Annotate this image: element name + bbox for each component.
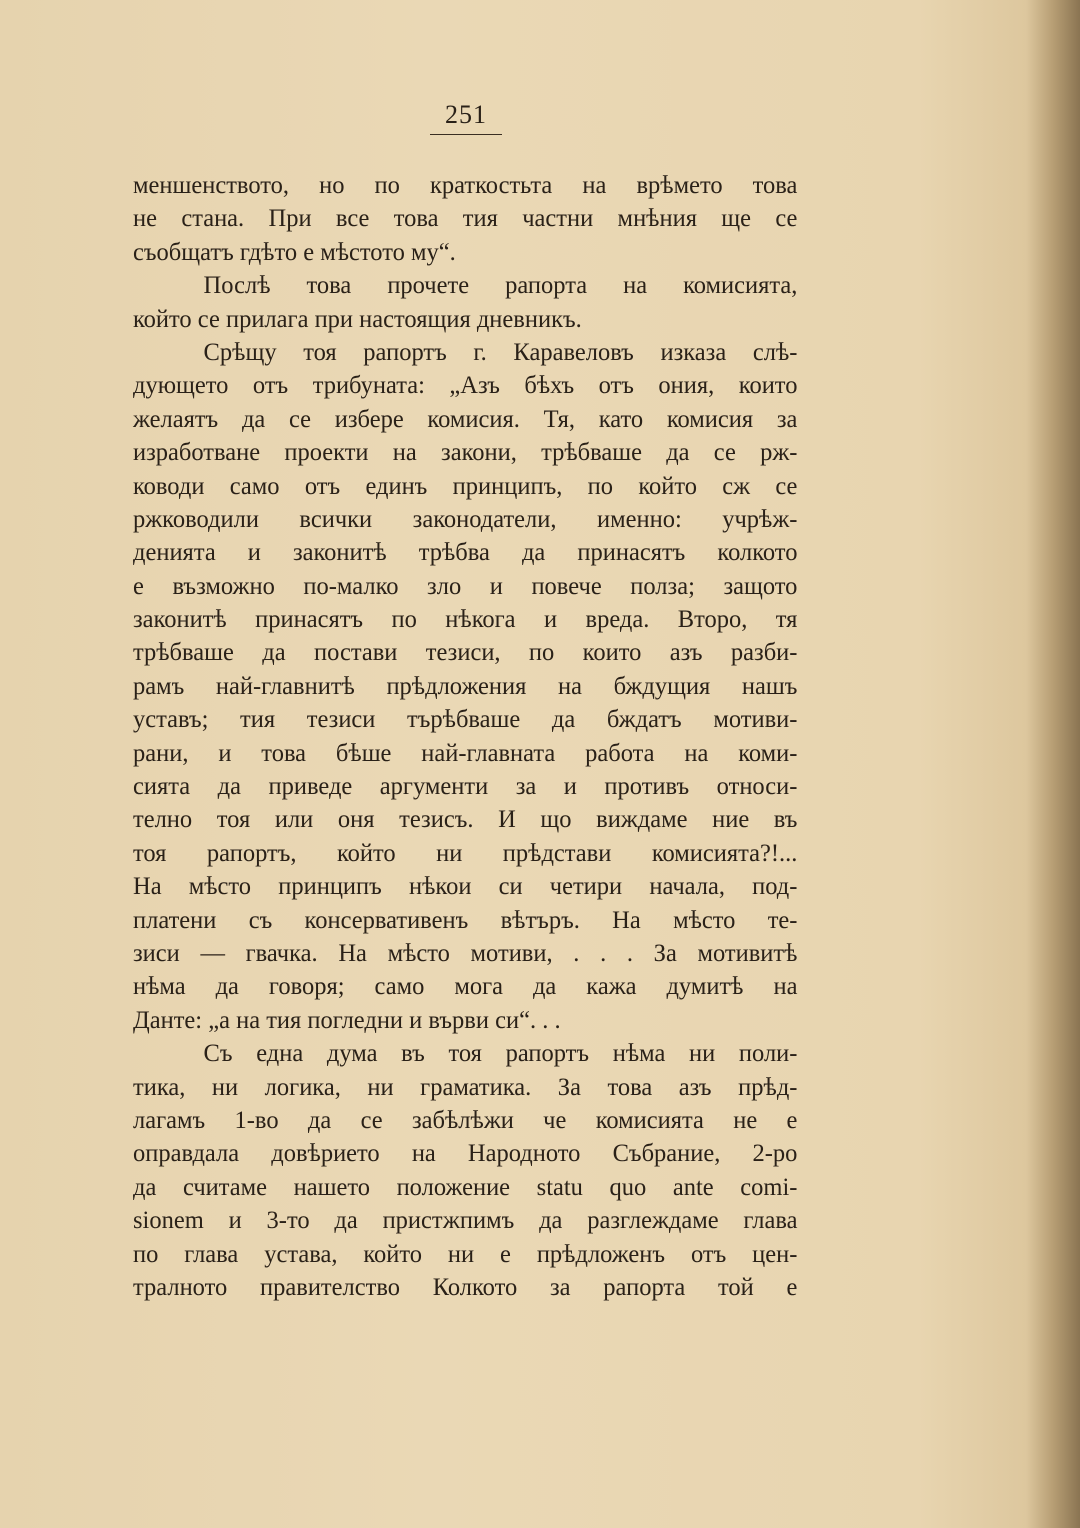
text-line: лагамъ 1-во да се забѣлѣжи че комисията не е (133, 1106, 798, 1134)
text-line: трѣбваше да постави тезиси, по които азъ разби- (133, 639, 798, 667)
text-line: уставъ; тия тезиси търѣбваше да бждатъ мотиви- (133, 706, 798, 734)
text-line: тралното правителство Колкото за рапорта той е (133, 1273, 798, 1301)
text-line: да считаме нашето положение statu quo ante comi- (133, 1173, 798, 1201)
text-line: Данте: „а на тия погледни и върви си“. . . (133, 1006, 561, 1034)
text-line: по глава устава, който ни е прѣдложенъ отъ цен- (133, 1240, 798, 1268)
text-line: ржководили всички законодатели, именно: учрѣж- (133, 505, 798, 533)
text-line: нѣма да говоря; само мога да кажа думитѣ на (133, 973, 798, 1001)
text-line: изработване проекти на закони, трѣбваше да се рж- (133, 439, 798, 467)
text-line: дующето отъ трибуната: „Азъ бѣхъ отъ ония, които (133, 372, 798, 400)
text-line: Послѣ това прочете рапорта на комисията, (203, 272, 798, 300)
page-number: 251 (430, 100, 502, 135)
text-line: оправдала довѣрието на Народното Събрание, 2-ро (133, 1140, 798, 1168)
paragraph (133, 169, 811, 269)
text-line: съобщатъ гдѣто е мѣстото му“. (133, 238, 456, 266)
text-line: е възможно по-малко зло и повече полза; защото (133, 572, 798, 600)
paragraph (133, 269, 811, 336)
text-line: тика, ни логика, ни граматика. За това азъ прѣд- (133, 1073, 798, 1101)
text-line: ководи само отъ единъ принципъ, по който сж се (133, 472, 798, 500)
text-line: зиси — гвачка. На мѣсто мотиви, . . . За мотивитѣ (133, 939, 798, 967)
text-line: рани, и това бѣше най-главната работа на коми- (133, 739, 798, 767)
text-line: който се прилага при настоящия дневникъ. (133, 305, 582, 333)
text-line: Съ една дума въ тоя рапортъ нѣма ни поли- (203, 1040, 798, 1068)
text-line: тоя рапортъ, който ни прѣдстави комисията?!... (133, 839, 798, 867)
body-text (133, 169, 811, 1304)
text-line: законитѣ принасятъ по нѣкога и вреда. Второ, тя (133, 606, 798, 634)
text-line: не стана. При все това тия частни мнѣния ще се (133, 205, 798, 233)
text-line: sionem и 3-то да пристжпимъ да разглеждаме глава (133, 1207, 798, 1235)
text-line: телно тоя или оня тезисъ. И що виждаме ние въ (133, 806, 798, 834)
text-line: На мѣсто принципъ нѣкои си четири начала, под- (133, 873, 798, 901)
paragraph (133, 1037, 811, 1304)
text-line: денията и законитѣ трѣбва да принасятъ колкото (133, 539, 798, 567)
paragraph (133, 336, 811, 1037)
text-line: меншенството, но по краткостьта на врѣмето това (133, 172, 798, 199)
text-line: рамъ най-главнитѣ прѣдложения на бждущия нашъ (133, 672, 798, 700)
text-line: Срѣщу тоя рапортъ г. Каравеловъ изказа слѣ- (203, 338, 798, 366)
text-line: сията да приведе аргументи за и противъ относи- (133, 773, 798, 801)
text-line: платени съ консервативенъ вѣтъръ. На мѣсто те- (133, 906, 798, 934)
text-line: желаятъ да се избере комисия. Тя, като комисия за (133, 405, 798, 433)
